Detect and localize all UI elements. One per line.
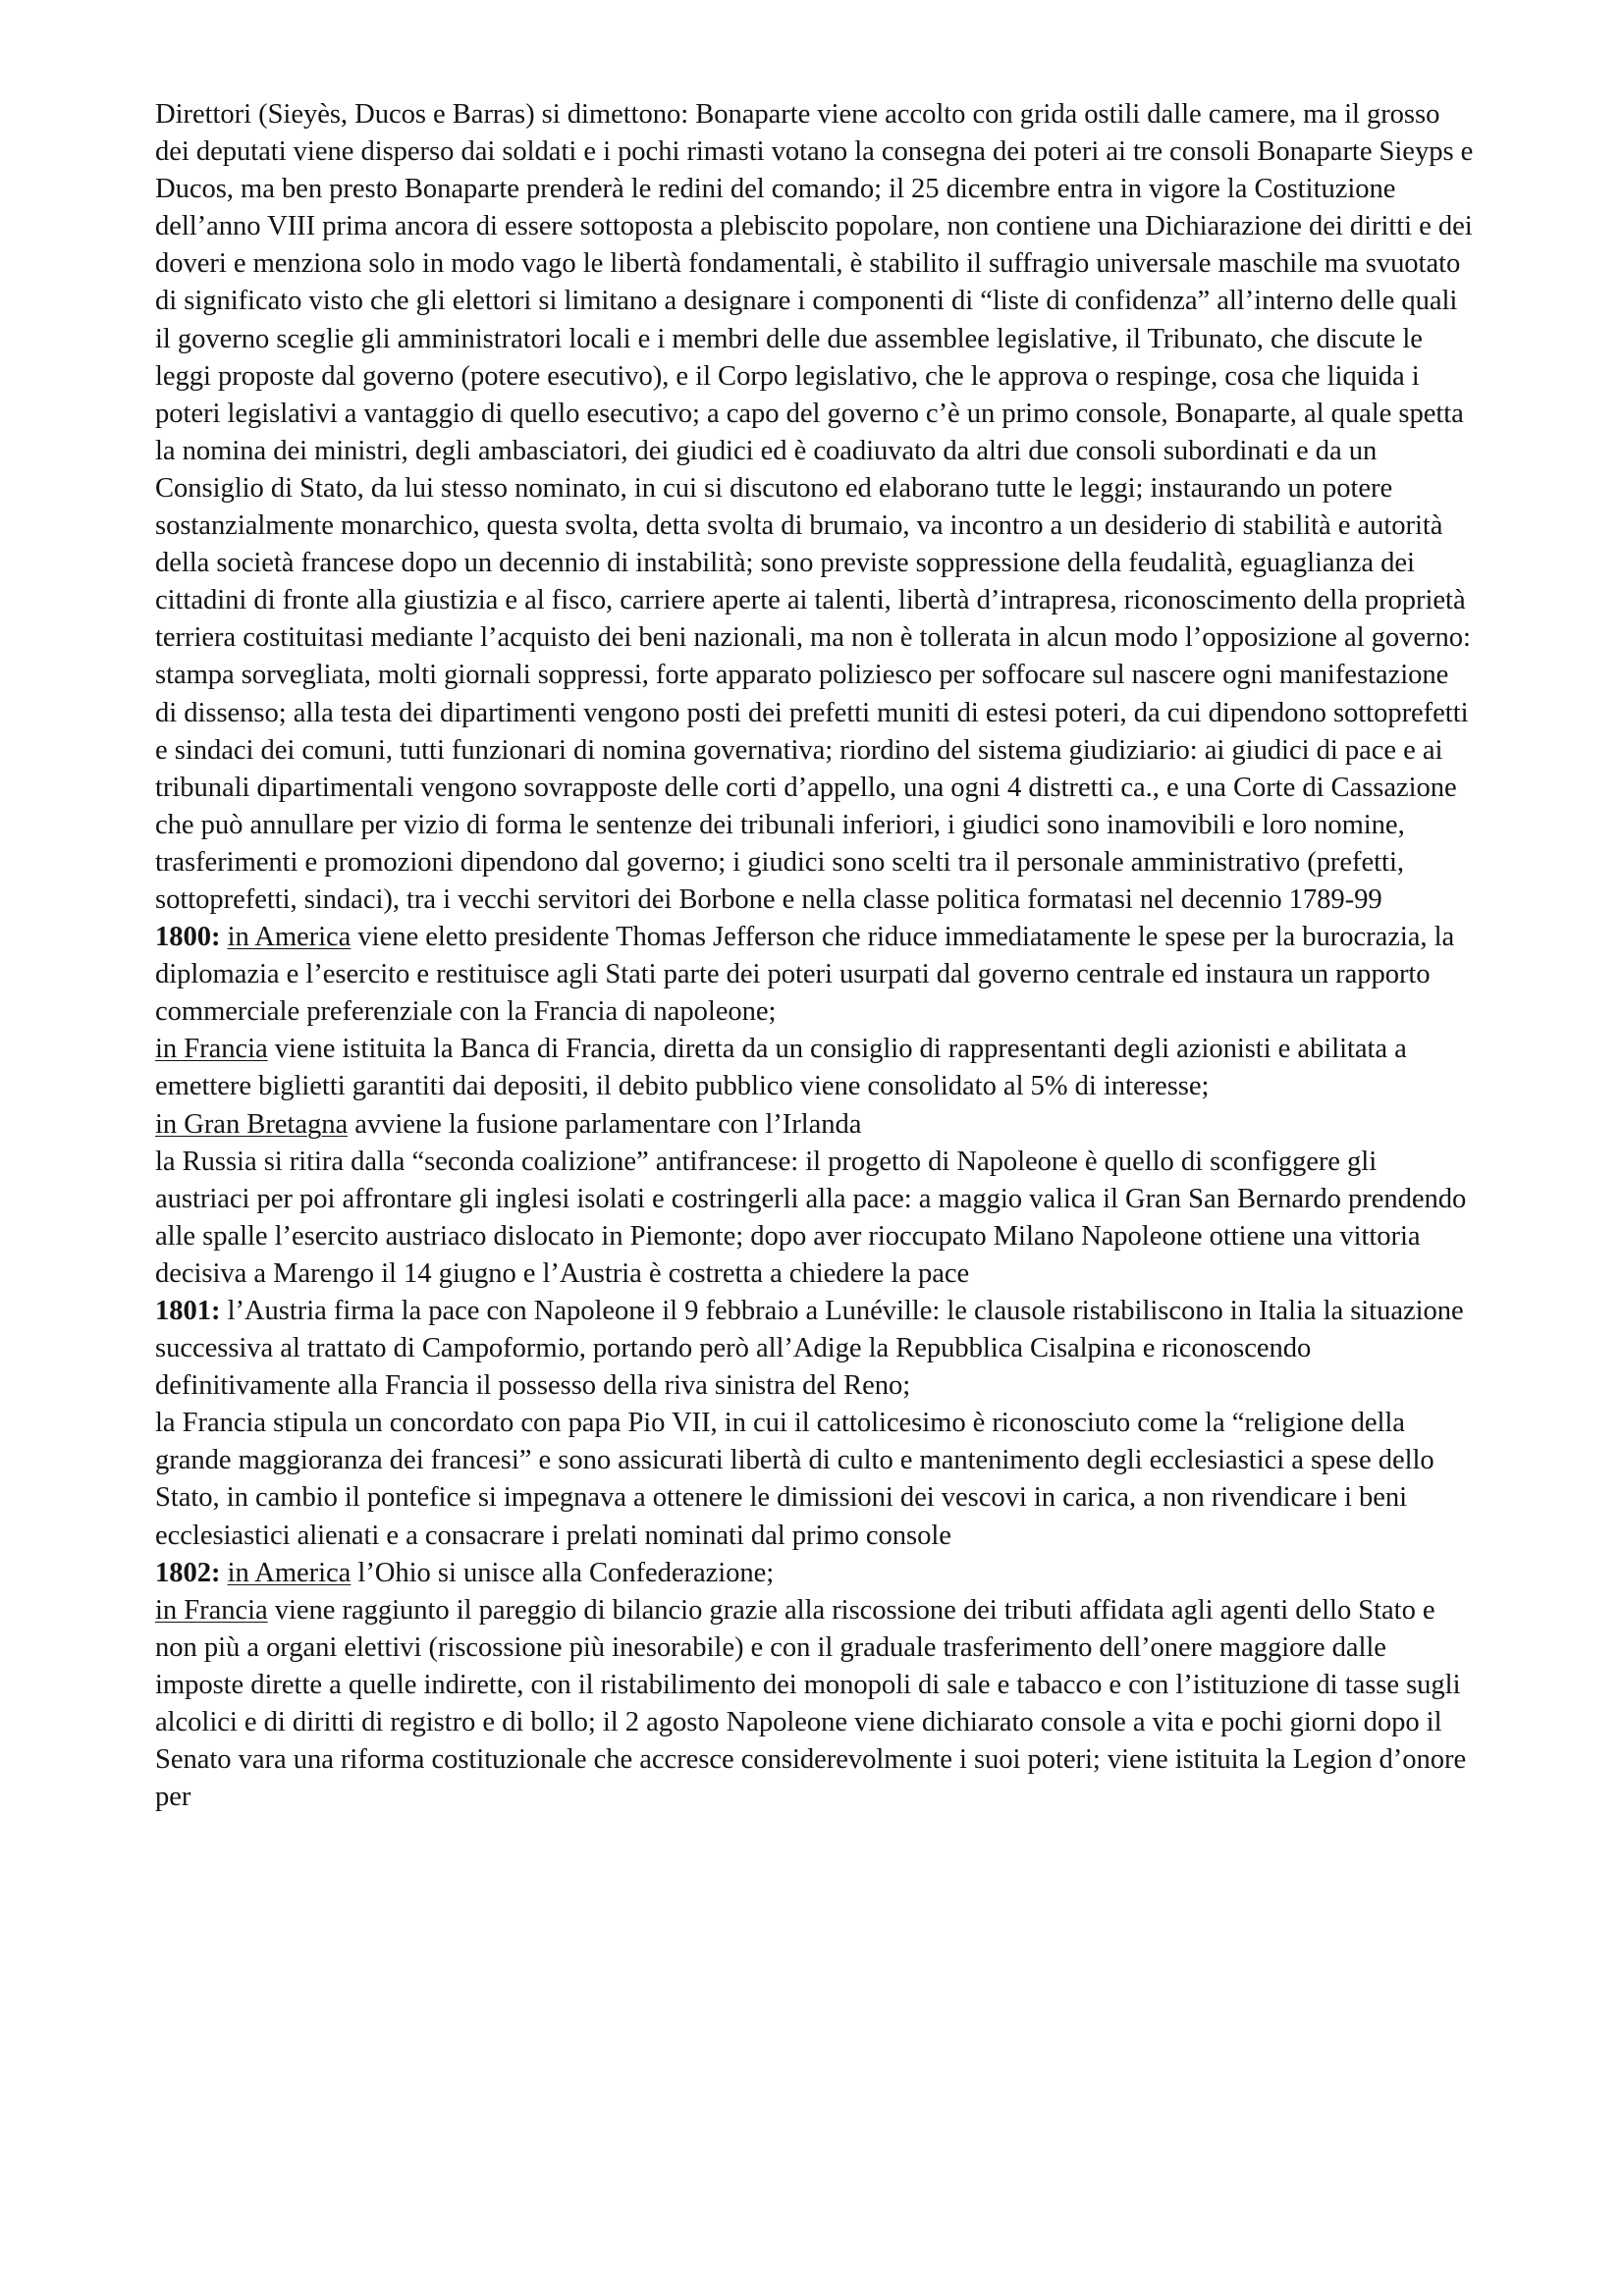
paragraph-1800-gran-bretagna: [155, 1106, 1476, 1144]
place-label: in Francia: [155, 1034, 268, 1065]
paragraph-text: viene raggiunto il pareggio di bilancio grazie alla riscossione dei tributi affidata agli agenti dello Stato e non più a organi elettivi (riscossione più inesorabile) e con il graduale trasferimento dell’onere maggiore dalle imposte dirette a quelle indirette, con il ristabilimento dei monopoli di sale e tabacco e con l’istituzione di tasse sugli alcolici e di diritti di registro e di bollo; il 2 agosto Napoleone viene dichiarato console a vita e pochi giorni dopo il Senato vara una riforma costituzionale che accresce considerevolmente i suoi poteri; viene istituita la Legion d’onore per: [155, 1594, 1467, 1813]
place-label: in Gran Bretagna: [155, 1108, 349, 1140]
paragraph-1800-francia: [155, 1031, 1476, 1105]
year-label: 1801:: [155, 1296, 221, 1326]
year-label: 1800:: [155, 922, 221, 953]
document-body: [155, 96, 1476, 1816]
paragraph-text: avviene la fusione parlamentare con l’Irlanda: [348, 1108, 862, 1140]
spacer-text: [220, 1558, 227, 1588]
year-label: 1802:: [155, 1557, 221, 1588]
paragraph-text: l’Austria firma la pace con Napoleone il 9 febbraio a Lunéville: le clausole ristabiliscono in Italia la situazione successiva al trattato di Campoformio, portando però all’Adige la Repubblica Cisalpina e riconoscendo definitivamente alla Francia il possesso della riva sinistra del Reno;: [155, 1296, 1464, 1402]
paragraph-1800-russia: [155, 1144, 1476, 1293]
paragraph-1802-francia: [155, 1592, 1476, 1817]
paragraph-text: Direttori (Sieyès, Ducos e Barras) si dimettono: Bonaparte viene accolto con grida ostili dalle camere, ma il grosso dei deputati viene disperso dai soldati e i pochi rimasti votano la consegna dei poteri ai tre consoli Bonaparte Sieyps e Ducos, ma ben presto Bonaparte prenderà le redini del comando; il 25 dicembre entra in vigore la Costituzione dell’anno VIII prima ancora di essere sottoposta a plebiscito popolare, non contiene una Dichiarazione dei diritti e dei doveri e menziona solo in modo vago le libertà fondamentali, è stabilito il suffragio universale maschile ma svuotato di significato visto che gli elettori si limitano a designare i componenti di “liste di confidenza” all’interno delle quali il governo sceglie gli amministratori locali e i membri delle due assemblee legislative, il Tribunato, che discute le leggi proposte dal governo (potere esecutivo), e il Corpo legislativo, che le approva o respinge, cosa che liquida i poteri legislativi a vantaggio di quello esecutivo; a capo del governo c’è un primo console, Bonaparte, al quale spetta la nomina dei ministri, degli ambasciatori, dei giudici ed è coadiuvato da altri due consoli subordinati e da un Consiglio di Stato, da lui stesso nominato, in cui si discutono ed elaborano tutte le leggi; instaurando un potere sostanzialmente monarchico, questa svolta, detta svolta di brumaio, va incontro a un desiderio di stabilità e autorità della società francese dopo un decennio di instabilità; sono previste soppressione della feudalità, eguaglianza dei cittadini di fronte alla giustizia e al fisco, carriere aperte ai talenti, libertà d’intrapresa, riconoscimento della proprietà terriera costituitasi mediante l’acquisto dei beni nazionali, ma non è tollerata in alcun modo l’opposizione al governo: stampa sorvegliata, molti giornali soppressi, forte apparato poliziesco per soffocare sul nascere ogni manifestazione di dissenso; alla testa dei dipartimenti vengono posti dei prefetti muniti di estesi poteri, da cui dipendono sottoprefetti e sindaci dei comuni, tutti funzionari di nomina governativa; riordino del sistema giudiziario: ai giudici di pace e ai tribunali dipartimentali vengono sovrapposte delle corti d’appello, una ogni 4 distretti ca., e una Corte di Cassazione che può annullare per vizio di forma le sentenze dei tribunali inferiori, i giudici sono inamovibili e loro nomine, trasferimenti e promozioni dipendono dal governo; i giudici sono scelti tra il personale amministrativo (prefetti, sottoprefetti, sindaci), tra i vecchi servitori dei Borbone e nella classe politica formatasi nel decennio 1789-99: [155, 99, 1474, 915]
paragraph-text: viene istituita la Banca di Francia, diretta da un consiglio di rappresentanti degli azionisti e abilitata a emettere biglietti garantiti dai depositi, il debito pubblico viene consolidato al 5% di interesse;: [155, 1034, 1407, 1102]
paragraph-text: viene eletto presidente Thomas Jefferson che riduce immediatamente le spese per la burocrazia, la diplomazia e l’esercito e restituisce agli Stati parte dei poteri usurpati dal governo centrale ed instaura un rapporto commerciale preferenziale con la Francia di napoleone;: [155, 922, 1455, 1028]
paragraph-1801-austria: [155, 1293, 1476, 1405]
paragraph-text: la Russia si ritira dalla “seconda coalizione” antifrancese: il progetto di Napoleone è quello di sconfiggere gli austriaci per poi affrontare gli inglesi isolati e costringerli alla pace: a maggio valica il Gran San Bernardo prendendo alle spalle l’esercito austriaco dislocato in Piemonte; dopo aver rioccupato Milano Napoleone ottiene una vittoria decisiva a Marengo il 14 giugno e l’Austria è costretta a chiedere la pace: [155, 1146, 1467, 1289]
paragraph-brumaio: [155, 96, 1476, 919]
paragraph-text: l’Ohio si unisce alla Confederazione;: [351, 1557, 775, 1588]
place-label: in America: [227, 1557, 352, 1588]
place-label: in America: [227, 922, 352, 953]
spacer-text: [220, 922, 227, 952]
place-label: in Francia: [155, 1594, 268, 1626]
paragraph-1800-america: [155, 919, 1476, 1031]
paragraph-1801-concordato: [155, 1405, 1476, 1554]
paragraph-1802-america: [155, 1555, 1476, 1592]
paragraph-text: la Francia stipula un concordato con papa Pio VII, in cui il cattolicesimo è riconosciuto come la “religione della grande maggioranza dei francesi” e sono assicurati libertà di culto e mantenimento degli ecclesiastici a spese dello Stato, in cambio il pontefice si impegnava a ottenere le dimissioni dei vescovi in carica, a non rivendicare i beni ecclesiastici alienati e a consacrare i prelati nominati dal primo console: [155, 1408, 1434, 1551]
